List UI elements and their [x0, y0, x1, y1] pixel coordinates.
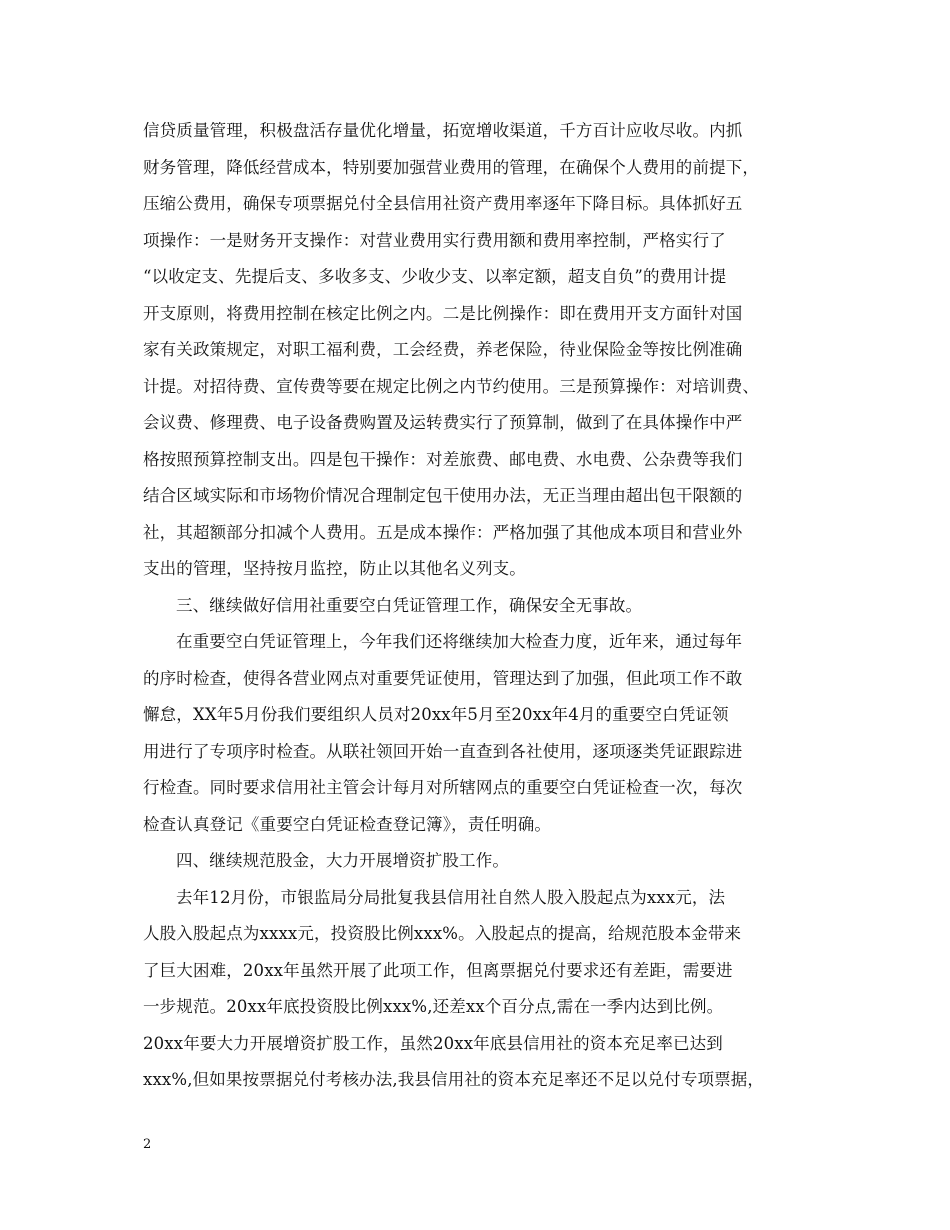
text-line: 20xx年要大力开展增资扩股工作，虽然20xx年底县信用社的资本充足率已达到: [143, 1033, 723, 1053]
text-line: 项操作：一是财务开支操作：对营业费用实行费用额和费用率控制，严格实行了: [143, 230, 726, 250]
section-heading: 四、继续规范股金，大力开展增资扩股工作。: [176, 851, 509, 870]
text-line: 社，其超额部分扣减个人费用。五是成本操作：严格加强了其他成本项目和营业外: [143, 522, 743, 542]
page-number: 2: [143, 1137, 152, 1152]
text-line: 财务管理，降低经营成本，特别要加强营业费用的管理，在确保个人费用的前提下，: [143, 157, 760, 177]
section-heading: 三、继续做好信用社重要空白凭证管理工作，确保安全无事故。: [176, 595, 643, 615]
text-line: 信贷质量管理，积极盘活存量优化增量，拓宽增收渠道，千方百计应收尽收。内抓: [143, 121, 743, 140]
text-line: 了巨大困难，20xx年虽然开展了此项工作，但离票据兑付要求还有差距，需要进: [143, 960, 733, 980]
text-line: 格按照预算控制支出。四是包干操作：对差旅费、邮电费、水电费、公杂费等我们: [143, 449, 743, 469]
text-line: 去年12月份，市银监局分局批复我县信用社自然人股入股起点为xxx元，法: [176, 887, 726, 907]
body-text: [143, 113, 823, 1099]
text-line: 支出的管理，坚持按月监控，防止以其他名义列支。: [143, 559, 526, 578]
text-line: 检查认真登记《重要空白凭证检查登记簿》，责任明确。: [143, 814, 551, 834]
text-line: 结合区域实际和市场物价情况合理制定包干使用办法，无正当理由超出包干限额的: [143, 486, 743, 505]
text-line: 计提。对招待费、宣传费等要在规定比例之内节约使用。三是预算操作：对培训费、: [143, 376, 760, 396]
text-line: 压缩公费用，确保专项票据兑付全县信用社资产费用率逐年下降目标。具体抓好五: [143, 194, 743, 213]
text-line: 会议费、修理费、电子设备费购置及运转费实行了预算制，做到了在具体操作中严: [143, 413, 743, 432]
text-line: 用进行了专项序时检查。从联社领回开始一直查到各社使用，逐项逐类凭证跟踪进: [143, 741, 743, 761]
text-line: “以收定支、先提后支、多收多支、少收少支、以率定额，超支自负”的费用计提: [143, 267, 727, 286]
text-line: 在重要空白凭证管理上，今年我们还将继续加大检查力度，近年来，通过每年: [176, 632, 743, 651]
text-line: 开支原则，将费用控制在核定比例之内。二是比例操作：即在费用开支方面针对国: [143, 303, 743, 323]
text-line: 的序时检查，使得各营业网点对重要凭证使用，管理达到了加强，但此项工作不敢: [143, 668, 743, 688]
text-line: 懈怠，XX年5月份我们要组织人员对20xx年5月至20xx年4月的重要空白凭证领: [143, 705, 729, 724]
text-line: 家有关政策规定，对职工福利费，工会经费，养老保险，待业保险金等按比例准确: [143, 340, 743, 359]
text-line: 行检查。同时要求信用社主管会计每月对所辖网点的重要空白凭证检查一次，每次: [143, 778, 743, 797]
text-line: 一步规范。20xx年底投资股比例xxx%,还差xx个百分点,需在一季内达到比例。: [143, 997, 724, 1016]
text-line: xxx%,但如果按票据兑付考核办法,我县信用社的资本充足率还不足以兑付专项票据，: [143, 1070, 765, 1089]
text-line: 人股入股起点为xxxx元，投资股比例xxx%。入股起点的提高，给规范股本金带来: [143, 924, 742, 943]
